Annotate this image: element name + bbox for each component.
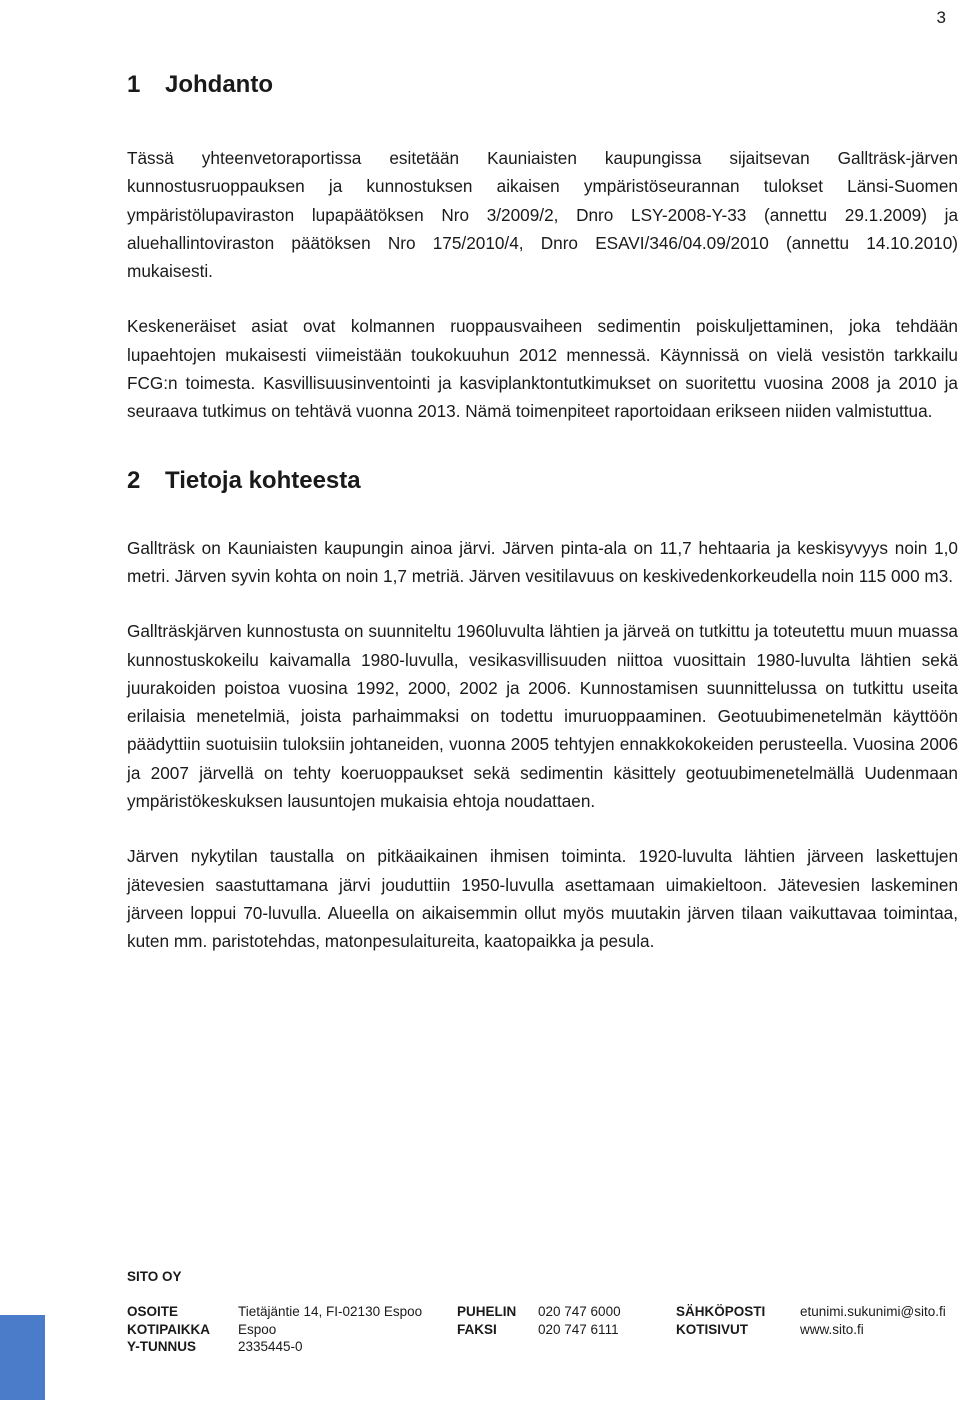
paragraph: Järven nykytilan taustalla on pitkäaikainen ihmisen toiminta. 1920-luvulta lähtien järveen laskettujen jätevesien saastuttamana järvi jouduttiin 1950-luvulla asettamaan uimakieltoon. Jätevesien laskeminen järveen loppui 70-luvulla. Alueella on aikaisemmin ollut myös muutakin järven tilaan vaikuttavaa toimintaa, kuten mm. paristotehdas, matonpesulaitureita, kaatopaikka ja pesula. — [127, 846, 958, 952]
footer-labels-right — [676, 1303, 765, 1338]
section-number: 2 — [127, 466, 141, 494]
section-heading-johdanto — [127, 68, 958, 102]
footer-accent-block — [0, 1315, 45, 1400]
footer-labels-left — [127, 1303, 210, 1356]
footer-email: etunimi.sukunimi@sito.fi — [800, 1304, 946, 1319]
footer-values-right — [800, 1303, 946, 1338]
footer-label: FAKSI — [457, 1321, 497, 1337]
footer-label: PUHELIN — [457, 1304, 517, 1319]
footer-values-mid — [538, 1303, 621, 1338]
section-number: 1 — [127, 71, 141, 98]
footer-fax: 020 747 6111 — [538, 1321, 619, 1337]
paragraph: Tässä yhteenvetoraportissa esitetään Kauniaisten kaupungissa sijaitsevan Gallträsk-järven kunnostusruoppauksen ja kunnostuksen aikaisen ympäristöseurannan tulokset Länsi-Suomen ympäristölupaviraston lupapäätöksen Nro 3/2009/2, Dnro LSY-2008-Y-33 (annettu 29.1.2009) ja aluehallintoviraston päätöksen Nro 175/2010/4, Dnro ESAVI/346/04.09/2010 (annettu 14.10.2010) mukaisesti. — [127, 148, 958, 282]
document-body — [127, 68, 958, 956]
paragraph: Gallträsk on Kauniaisten kaupungin ainoa järvi. Järven pinta-ala on 11,7 hehtaaria ja keskisyvyys noin 1,0 metri. Järven syvin kohta on noin 1,7 metriä. Järven vesitilavuus on keskivedenkorkeudella noin 115 000 m3. — [127, 537, 958, 586]
footer-business-id: 2335445-0 — [238, 1339, 303, 1354]
footer-values-left — [238, 1303, 422, 1356]
page-footer — [0, 1260, 960, 1405]
footer-label: SÄHKÖPOSTI — [676, 1304, 766, 1319]
footer-label: KOTISIVUT — [676, 1321, 749, 1337]
footer-label: OSOITE — [127, 1304, 179, 1319]
footer-website: www.sito.fi — [800, 1321, 864, 1337]
section-title: Johdanto — [165, 71, 273, 98]
footer-labels-mid — [457, 1303, 516, 1338]
page-number: 3 — [936, 8, 946, 27]
section-heading-tietoja — [127, 464, 958, 498]
paragraph: Keskeneräiset asiat ovat kolmannen ruoppausvaiheen sedimentin poiskuljettaminen, joka tehdään lupaehtojen mukaisesti viimeistään toukokuuhun 2012 mennessä. Käynnissä on vielä vesistön tarkkailu FCG:n toimesta. Kasvillisuusinventointi ja kasviplanktontutkimukset on suoritettu vuosina 2008 ja 2010 ja seuraava tutkimus on tehtävä vuonna 2013. Nämä toimenpiteet raportoidaan erikseen niiden valmistuttua. — [127, 316, 958, 422]
paragraph: Gallträskjärven kunnostusta on suunniteltu 1960luvulta lähtien ja järveä on tutkittu ja toteutettu muun muassa kunnostuskokeilu kaivamalla 1980-luvulla, vesikasvillisuuden niittoa vuosittain 1980-luvulta lähtien sekä juurakoiden poistoa vuosina 1992, 2000, 2002 ja 2006. Kunnostamisen suunnittelussa on tutkittu useita erilaisia menetelmiä, joista parhaimmaksi on todettu imuruoppaaminen. Geotuubimenetelmän käyttöön päädyttiin suotuisiin tuloksiin johtaneiden, vuonna 2005 tehtyjen ennakkokokeiden perusteella. Vuosina 2006 ja 2007 järvellä on tehty koeruoppaukset sekä sedimentin käsittely geotuubimenetelmällä Uudenmaan ympäristökeskuksen lausuntojen mukaisia ehtoja noudattaen. — [127, 621, 958, 812]
footer-company-name: SITO OY — [127, 1269, 182, 1284]
section-title: Tietoja kohteesta — [165, 466, 361, 494]
footer-label: Y-TUNNUS — [127, 1339, 197, 1354]
footer-address: Tietäjäntie 14, FI-02130 Espoo — [238, 1304, 423, 1319]
footer-phone: 020 747 6000 — [538, 1304, 621, 1319]
footer-label: KOTIPAIKKA — [127, 1321, 210, 1337]
footer-domicile: Espoo — [238, 1321, 277, 1337]
